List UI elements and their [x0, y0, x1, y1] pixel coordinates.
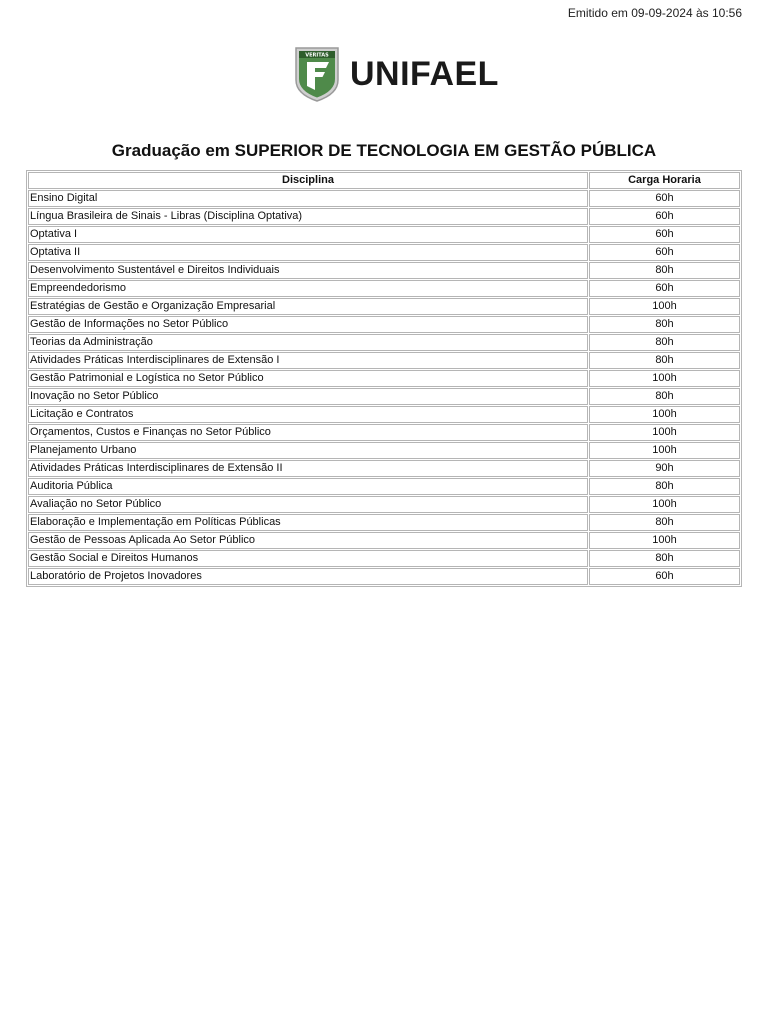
discipline-name: Planejamento Urbano [28, 442, 588, 459]
workload-hours: 100h [589, 424, 740, 441]
table-row [28, 388, 740, 405]
workload-hours: 80h [589, 478, 740, 495]
workload-hours: 80h [589, 352, 740, 369]
table-row [28, 406, 740, 423]
workload-hours: 60h [589, 208, 740, 225]
table-row [28, 226, 740, 243]
table-row [28, 280, 740, 297]
discipline-name: Optativa II [28, 244, 588, 261]
table-row [28, 316, 740, 333]
workload-hours: 60h [589, 280, 740, 297]
table-header-row [28, 172, 740, 189]
workload-hours: 60h [589, 190, 740, 207]
table-row [28, 478, 740, 495]
table-row [28, 352, 740, 369]
workload-hours: 80h [589, 334, 740, 351]
discipline-name: Teorias da Administração [28, 334, 588, 351]
table-row [28, 334, 740, 351]
workload-hours: 100h [589, 532, 740, 549]
workload-hours: 80h [589, 550, 740, 567]
workload-hours: 60h [589, 244, 740, 261]
discipline-name: Auditoria Pública [28, 478, 588, 495]
discipline-name: Ensino Digital [28, 190, 588, 207]
discipline-name: Estratégias de Gestão e Organização Empresarial [28, 298, 588, 315]
table-row [28, 550, 740, 567]
table-row [28, 460, 740, 477]
discipline-name: Optativa I [28, 226, 588, 243]
discipline-name: Gestão de Informações no Setor Público [28, 316, 588, 333]
discipline-name: Desenvolvimento Sustentável e Direitos Individuais [28, 262, 588, 279]
table-row [28, 514, 740, 531]
discipline-name: Licitação e Contratos [28, 406, 588, 423]
discipline-name: Gestão Social e Direitos Humanos [28, 550, 588, 567]
discipline-name: Gestão de Pessoas Aplicada Ao Setor Público [28, 532, 588, 549]
workload-hours: 60h [589, 568, 740, 585]
column-header-discipline: Disciplina [28, 172, 588, 189]
workload-hours: 80h [589, 316, 740, 333]
table-row [28, 370, 740, 387]
discipline-name: Laboratório de Projetos Inovadores [28, 568, 588, 585]
emitted-date: Emitido em 09-09-2024 às 10:56 [567, 6, 742, 20]
workload-hours: 60h [589, 226, 740, 243]
workload-hours: 100h [589, 298, 740, 315]
discipline-name: Atividades Práticas Interdisciplinares de Extensão I [28, 352, 588, 369]
table-row [28, 190, 740, 207]
table-row [28, 532, 740, 549]
table-row [28, 424, 740, 441]
discipline-table [26, 170, 742, 587]
discipline-name: Elaboração e Implementação em Políticas Públicas [28, 514, 588, 531]
discipline-name: Língua Brasileira de Sinais - Libras (Disciplina Optativa) [28, 208, 588, 225]
brand-name: UNIFAEL [350, 55, 499, 93]
page-title: Graduação em SUPERIOR DE TECNOLOGIA EM GESTÃO PÚBLICA [111, 141, 657, 160]
discipline-name: Avaliação no Setor Público [28, 496, 588, 513]
table-row [28, 496, 740, 513]
discipline-name: Atividades Práticas Interdisciplinares de Extensão II [28, 460, 588, 477]
table-row [28, 298, 740, 315]
discipline-name: Gestão Patrimonial e Logística no Setor Público [28, 370, 588, 387]
table-row [28, 442, 740, 459]
workload-hours: 100h [589, 496, 740, 513]
table-row [28, 208, 740, 225]
table-row [28, 568, 740, 585]
workload-hours: 80h [589, 388, 740, 405]
workload-hours: 100h [589, 442, 740, 459]
shield-logo-icon [294, 46, 340, 102]
discipline-name: Orçamentos, Custos e Finanças no Setor Público [28, 424, 588, 441]
workload-hours: 80h [589, 262, 740, 279]
table-row [28, 262, 740, 279]
unifael-logo [294, 46, 499, 102]
discipline-name: Empreendedorismo [28, 280, 588, 297]
workload-hours: 80h [589, 514, 740, 531]
discipline-name: Inovação no Setor Público [28, 388, 588, 405]
column-header-hours: Carga Horaria [589, 172, 740, 189]
workload-hours: 100h [589, 370, 740, 387]
workload-hours: 100h [589, 406, 740, 423]
logo-motto: VERITAS [305, 52, 329, 59]
table-row [28, 244, 740, 261]
workload-hours: 90h [589, 460, 740, 477]
